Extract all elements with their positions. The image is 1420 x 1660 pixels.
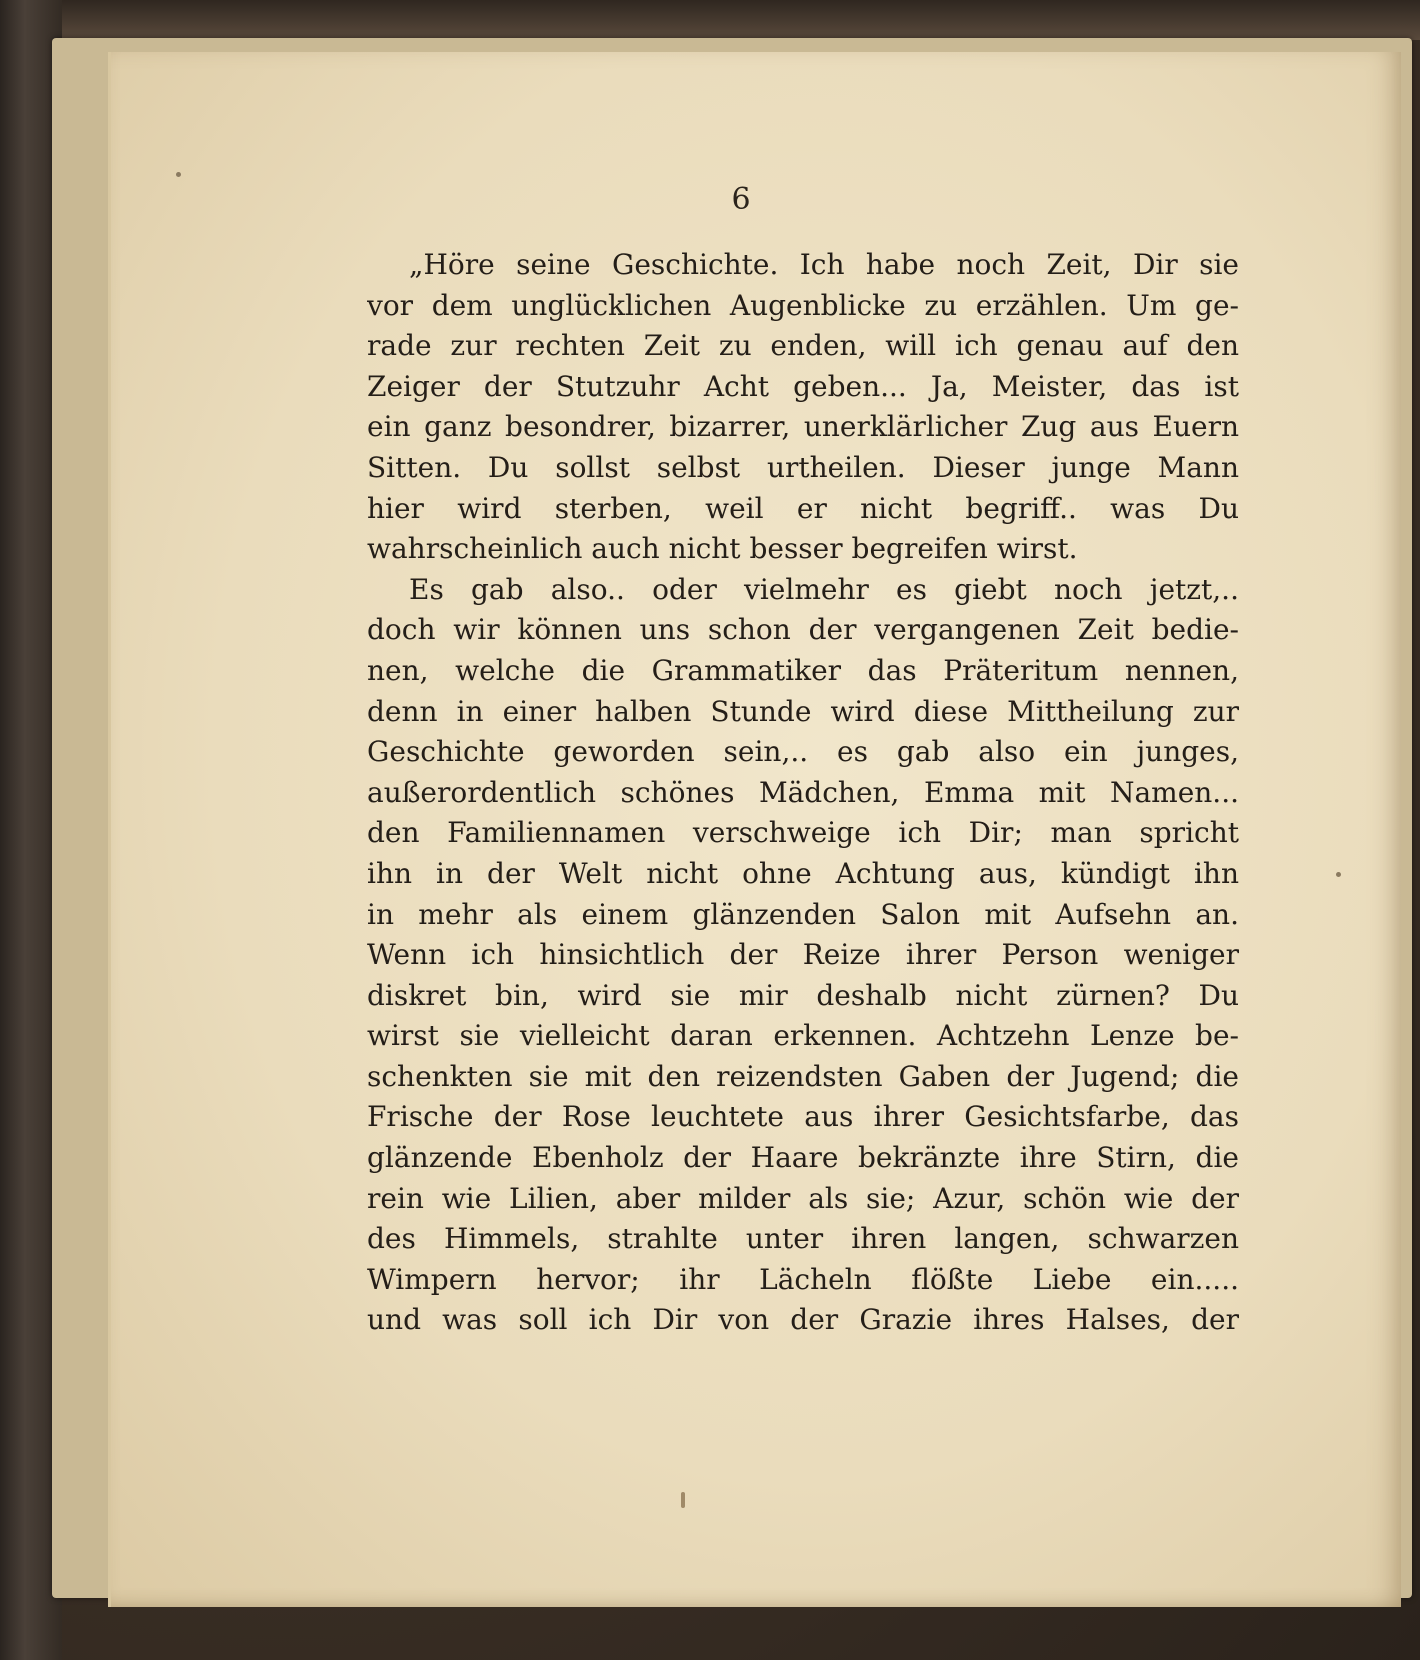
text-line: Frische der Rose leuchtete aus ihrer Gesichtsfarbe, das (367, 1100, 1239, 1134)
text-line: Sitten. Du sollst selbst urtheilen. Dieser junge Mann (367, 450, 1239, 484)
body-text (367, 245, 1239, 1341)
page-number: 6 (731, 182, 751, 217)
text-line: Geschichte geworden sein,.. es gab also ein junges, (367, 735, 1239, 769)
text-line: rade zur rechten Zeit zu enden, will ich genau auf den (367, 329, 1239, 363)
text-line: außerordentlich schönes Mädchen, Emma mit Namen... (367, 775, 1239, 809)
text-line: ein ganz besondrer, bizarrer, unerklärlicher Zug aus Euern (367, 410, 1239, 444)
text-line: des Himmels, strahlte unter ihren langen, schwarzen (367, 1222, 1239, 1256)
text-line: Zeiger der Stutzuhr Acht geben... Ja, Meister, das ist (367, 369, 1239, 403)
text-line: glänzende Ebenholz der Haare bekränzte ihre Stirn, die (367, 1141, 1239, 1175)
text-line: diskret bin, wird sie mir deshalb nicht zürnen? Du (367, 978, 1239, 1012)
text-line: wirst sie vielleicht daran erkennen. Achtzehn Lenze be- (367, 1019, 1239, 1053)
text-line: doch wir können uns schon der vergangenen Zeit bedie- (367, 613, 1239, 647)
text-line: vor dem unglücklichen Augenblicke zu erzählen. Um ge- (367, 288, 1239, 322)
text-line: schenkten sie mit den reizendsten Gaben der Jugend; die (367, 1059, 1239, 1093)
text-line: in mehr als einem glänzenden Salon mit Aufsehn an. (367, 897, 1239, 931)
paper-speck (681, 1492, 685, 1508)
paper-speck (1336, 872, 1341, 877)
text-line: Es gab also.. oder vielmehr es giebt noch jetzt,.. (409, 572, 1239, 606)
book-cover-top-edge (0, 0, 1420, 40)
text-line: und was soll ich Dir von der Grazie ihres Halses, der (367, 1303, 1239, 1337)
text-line: hier wird sterben, weil er nicht begriff.. was Du (367, 491, 1239, 525)
text-line: nen, welche die Grammatiker das Präteritum nennen, (367, 653, 1239, 687)
text-line: wahrscheinlich auch nicht besser begreifen wirst. (367, 532, 1078, 566)
text-line: den Familiennamen verschweige ich Dir; man spricht (367, 816, 1239, 850)
text-line: „Höre seine Geschichte. Ich habe noch Zeit, Dir sie (409, 248, 1239, 281)
text-line: Wenn ich hinsichtlich der Reize ihrer Person weniger (367, 938, 1239, 972)
book-page (108, 52, 1401, 1607)
text-line: Wimpern hervor; ihr Lächeln flößte Liebe ein..... (367, 1262, 1239, 1296)
text-line: ihn in der Welt nicht ohne Achtung aus, kündigt ihn (367, 856, 1239, 890)
paper-speck (176, 172, 181, 177)
text-line: denn in einer halben Stunde wird diese Mittheilung zur (367, 694, 1239, 728)
text-line: rein wie Lilien, aber milder als sie; Azur, schön wie der (367, 1181, 1239, 1215)
